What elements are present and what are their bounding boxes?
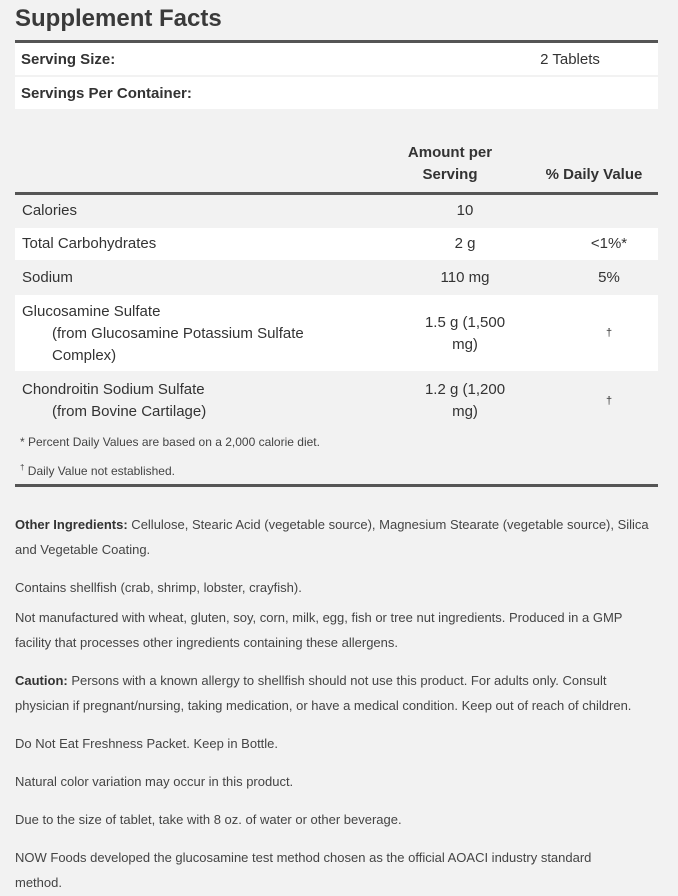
caution-statement <box>15 668 665 718</box>
serving-size-value: 2 Tablets <box>540 51 600 68</box>
shellfish-statement: Contains shellfish (crab, shrimp, lobster, crayfish). <box>15 580 302 595</box>
amount-header-line1: Amount per <box>407 144 493 161</box>
nutrient-amount-block <box>415 312 515 356</box>
aoaci-text: NOW Foods developed the glucosamine test method chosen as the official AOACI industry standard <box>15 850 592 865</box>
nutrient-amount: 10 <box>456 202 474 219</box>
nutrient-source: (from Glucosamine Potassium Sulfate <box>52 325 304 342</box>
bottom-divider <box>15 484 658 487</box>
nutrient-amount-cont: mg) <box>452 403 478 420</box>
nutrient-daily-value: † <box>605 327 613 339</box>
serving-size-row <box>15 43 658 75</box>
nutrient-daily-value: 5% <box>598 269 620 286</box>
nutrient-amount-block <box>415 379 515 423</box>
allergen-text: Not manufactured with wheat, gluten, soy, corn, milk, egg, fish or tree nut ingredients. Produced in a GMP <box>15 610 623 625</box>
nutrient-daily-value: <1%* <box>590 235 628 252</box>
freshness-packet-statement: Do Not Eat Freshness Packet. Keep in Bottle. <box>15 736 279 751</box>
nutrient-row-total-carbohydrates <box>15 228 658 260</box>
nutrient-amount-cont: mg) <box>452 336 478 353</box>
caution-label: Caution: <box>15 673 68 688</box>
nutrient-name: Glucosamine Sulfate <box>22 303 161 320</box>
nutrient-row-sodium <box>15 262 658 294</box>
nutrient-name: Total Carbohydrates <box>22 235 157 252</box>
nutrient-name: Sodium <box>22 269 73 286</box>
supplement-facts-title: Supplement Facts <box>15 5 222 32</box>
color-variation-statement: Natural color variation may occur in this product. <box>15 774 294 789</box>
caution-text-cont: physician if pregnant/nursing, taking medication, or have a medical condition. Keep out of reach of children. <box>15 698 632 713</box>
nutrient-daily-value: † <box>605 395 613 407</box>
nutrient-amount: 1.2 g (1,200 <box>424 381 506 398</box>
nutrient-row-chondroitin-sodium-sulfate <box>15 374 658 430</box>
other-ingredients <box>15 512 665 562</box>
serving-size-label: Serving Size: <box>21 51 116 68</box>
nutrient-name: Chondroitin Sodium Sulfate <box>22 381 205 398</box>
servings-per-container-row <box>15 77 658 109</box>
tablet-size-statement: Due to the size of tablet, take with 8 oz. of water or other beverage. <box>15 812 402 827</box>
aoaci-text-cont: method. <box>15 875 62 890</box>
nutrient-name-block <box>22 301 304 367</box>
allergen-text-cont: facility that processes other ingredients containing these allergens. <box>15 635 398 650</box>
other-ingredients-label: Other Ingredients: <box>15 517 128 532</box>
nutrient-source: (from Bovine Cartilage) <box>52 403 207 420</box>
servings-per-container-label: Servings Per Container: <box>21 85 192 102</box>
nutrient-name-block <box>22 379 206 423</box>
nutrient-source-cont: Complex) <box>52 347 117 364</box>
dagger-symbol: † <box>20 463 25 472</box>
nutrient-row-calories <box>15 195 658 227</box>
nutrient-amount: 1.5 g (1,500 <box>424 314 506 331</box>
dagger-footnote <box>20 463 175 478</box>
nutrient-name: Calories <box>22 202 78 219</box>
dagger-footnote-text: Daily Value not established. <box>24 464 175 478</box>
amount-header-line2: Serving <box>422 166 478 183</box>
allergen-statement <box>15 605 665 655</box>
percent-daily-footnote: * Percent Daily Values are based on a 2,000 calorie diet. <box>20 435 320 449</box>
nutrient-amount: 2 g <box>454 235 476 252</box>
amount-per-serving-header <box>400 142 500 186</box>
other-ingredients-text-cont: and Vegetable Coating. <box>15 542 151 557</box>
aoaci-statement <box>15 845 665 895</box>
daily-value-header: % Daily Value <box>545 166 643 183</box>
other-ingredients-text: Cellulose, Stearic Acid (vegetable source), Magnesium Stearate (vegetable source), Silica <box>127 517 649 532</box>
nutrient-row-glucosamine-sulfate <box>15 295 658 371</box>
nutrient-amount: 110 mg <box>440 269 490 286</box>
caution-text: Persons with a known allergy to shellfish should not use this product. For adults only. Consult <box>67 673 607 688</box>
